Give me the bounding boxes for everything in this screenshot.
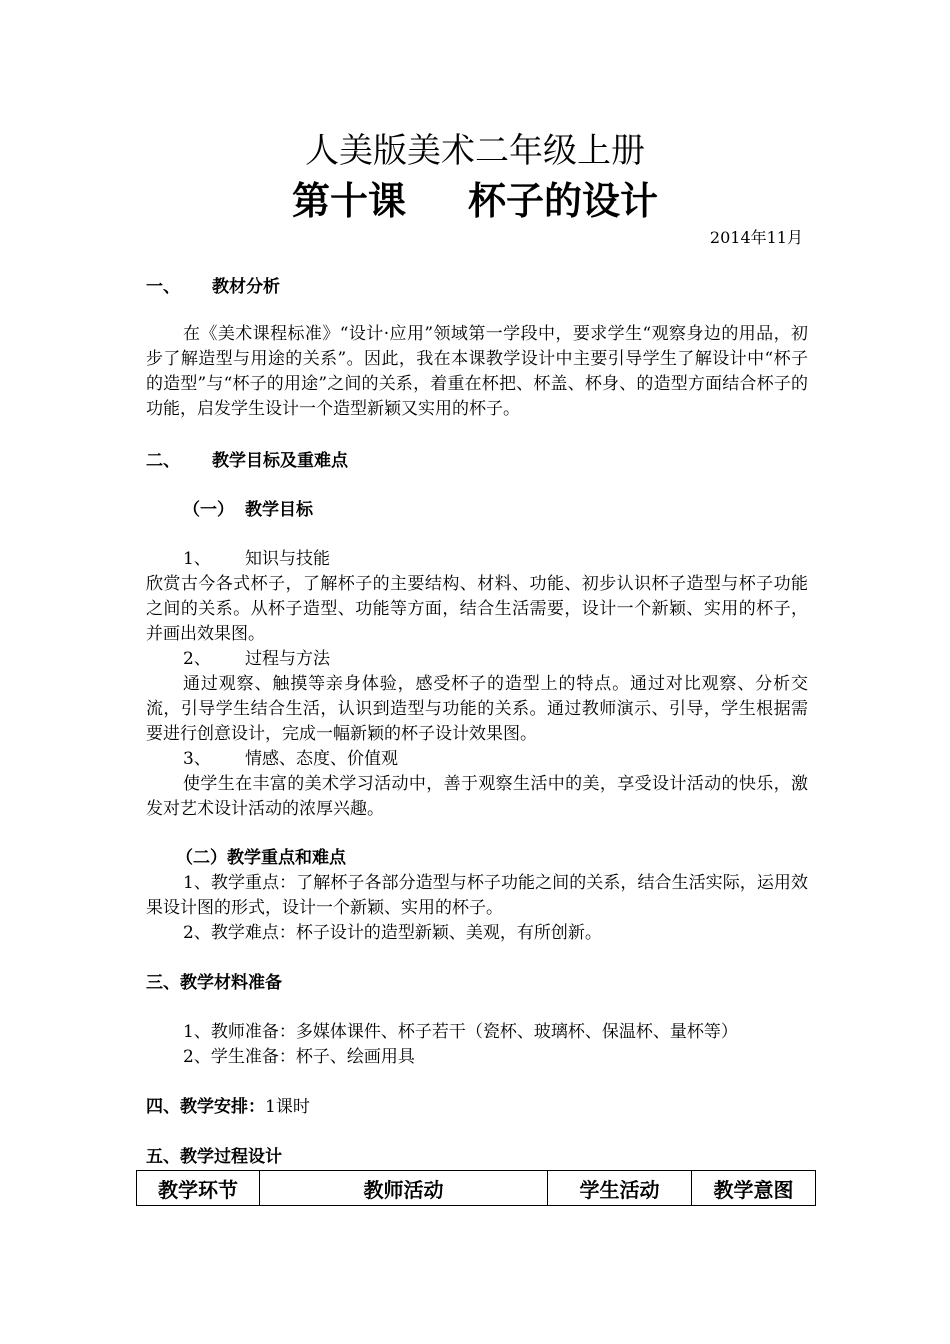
document-title: 人美版美术二年级上册 — [305, 131, 645, 171]
section-1-heading: 一、 教材分析 — [146, 277, 280, 297]
section-5-heading: 五、教学过程设计 — [146, 1147, 282, 1167]
objective-1-label: 1、 知识与技能 — [183, 549, 330, 569]
objective-3-text: 使学生在丰富的美术学习活动中，善于观察生活中的美，享受设计活动的快乐，激发对艺术设计活动的浓厚兴趣。 — [146, 774, 808, 819]
subsection-key-points-heading: （二）教学重点和难点 — [176, 848, 346, 868]
lesson-number: 第十课 — [291, 179, 406, 223]
section-1-paragraph: 在《美术课程标准》“设计·应用”领域第一学段中，要求学生“观察身边的用品，初步了解造型与用途的关系”。因此，我在本课教学设计中主要引导学生了解设计中“杯子的造型”与“杯子的用途”之间的关系，着重在杯把、杯盖、杯身、的造型方面结合杯子的功能，启发学生设计一个造型新颖又实用的杯子。 — [146, 324, 808, 419]
materials-teacher: 1、教师准备：多媒体课件、杯子若干（瓷杯、玻璃杯、保温杯、量杯等） — [183, 1022, 738, 1042]
difficult-point-text: 2、教学难点：杯子设计的造型新颖、美观，有所创新。 — [183, 923, 602, 943]
subsection-objectives-heading: （一） 教学目标 — [183, 500, 313, 520]
table-header-teacher: 教师活动 — [260, 1171, 548, 1206]
objective-2-text: 通过观察、触摸等亲身体验，感受杯子的造型上的特点。通过对比观察、分析交流，引导学生结合生活，认识到造型与功能的关系。通过教师演示、引导，学生根据需要进行创意设计，完成一幅新颖的杯子设计效果图。 — [146, 674, 808, 744]
lesson-count: 1课时 — [265, 1097, 310, 1117]
table-header-row — [137, 1171, 816, 1206]
table-header-stage: 教学环节 — [137, 1171, 260, 1206]
key-point-text: 1、教学重点：了解杯子各部分造型与杯子功能之间的关系，结合生活实际，运用效果设计图的形式，设计一个新颖、实用的杯子。 — [146, 873, 808, 918]
objective-3-label: 3、 情感、态度、价值观 — [183, 749, 398, 769]
objective-1-text: 欣赏古今各式杯子，了解杯子的主要结构、材料、功能、初步认识杯子造型与杯子功能之间的关系。从杯子造型、功能等方面，结合生活需要，设计一个新颖、实用的杯子，并画出效果图。 — [146, 574, 808, 644]
lesson-topic: 杯子的设计 — [468, 179, 659, 223]
materials-student: 2、学生准备：杯子、绘画用具 — [183, 1047, 415, 1067]
section-3-heading: 三、教学材料准备 — [146, 973, 282, 993]
process-table — [136, 1170, 816, 1206]
document-date: 2014年11月 — [709, 228, 803, 247]
objective-2-label: 2、 过程与方法 — [183, 649, 330, 669]
table-header-student: 学生活动 — [548, 1171, 692, 1206]
lesson-title — [0, 176, 950, 226]
section-2-heading: 二、 教学目标及重难点 — [146, 451, 348, 471]
table-header-intent: 教学意图 — [692, 1171, 816, 1206]
section-4-heading: 四、教学安排：1课时 — [146, 1097, 310, 1117]
